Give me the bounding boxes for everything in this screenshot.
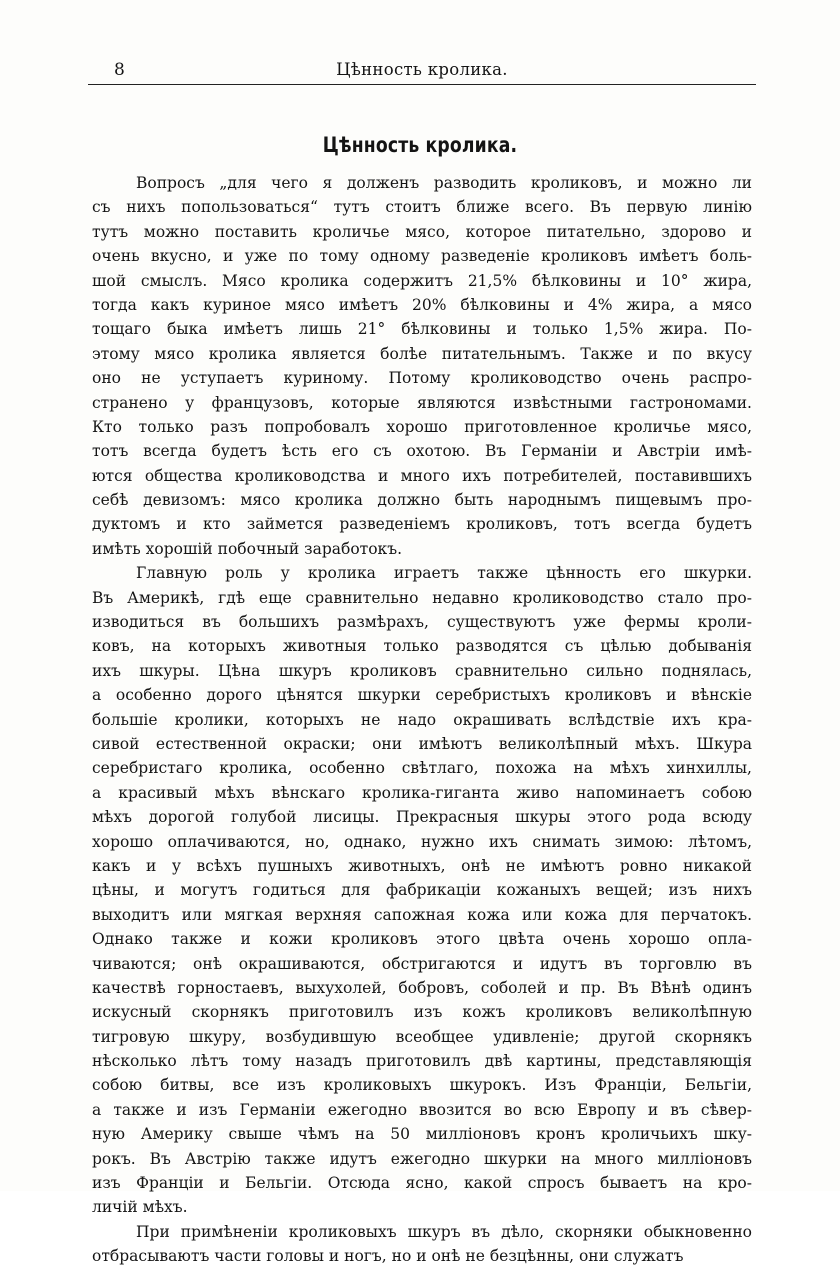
text-line: дуктомъ и кто займется разведеніемъ кроликовъ, тотъ всегда будетъ (92, 515, 752, 534)
text-line: рокъ. Въ Австрію также идутъ ежегодно шкурки на много милліоновъ (92, 1149, 752, 1168)
text-line: ются общества кролиководства и много ихъ потребителей, поставившихъ (92, 466, 752, 485)
text-line: странено у французовъ, которые являются извѣстными гастрономами. (92, 393, 752, 412)
text-line: ихъ шкуры. Цѣна шкуръ кроликовъ сравнительно сильно поднялась, (92, 661, 752, 680)
text-line: тощаго быка имѣетъ лишь 21° бѣлковины и только 1,5% жира. По- (92, 320, 752, 339)
article-title: Цѣнность кролика. (322, 133, 518, 157)
text-line: собою битвы, все изъ кроликовыхъ шкурокъ. Изъ Франціи, Бельгіи, (92, 1076, 752, 1095)
paragraph (92, 561, 752, 1220)
text-line: а особенно дорого цѣнятся шкурки серебристыхъ кроликовъ и вѣнскіе (92, 686, 752, 705)
text-line: тотъ всегда будетъ ѣсть его съ охотою. Въ Германіи и Австріи имѣ- (92, 442, 752, 461)
text-line: себѣ девизомъ: мясо кролика должно быть народнымъ пищевымъ про- (92, 491, 752, 510)
text-line: мѣхъ дорогой голубой лисицы. Прекрасныя шкуры этого рода всюду (92, 808, 752, 827)
article-body (92, 171, 752, 1269)
text-line: тутъ можно поставить кроличье мясо, которое питательно, здорово и (92, 222, 752, 241)
text-line: ковъ, на которыхъ животныя только разводятся съ цѣлью добыванія (92, 637, 752, 656)
text-line: выходитъ или мягкая верхняя сапожная кожа или кожа для перчатокъ. (92, 905, 752, 924)
text-line: имѣть хорошій побочный заработокъ. (92, 539, 403, 558)
text-line: Въ Америкѣ, гдѣ еще сравнительно недавно кролиководство стало про- (92, 588, 752, 607)
text-line: Вопросъ „для чего я долженъ разводить кроликовъ, и можно ли (136, 174, 752, 192)
text-line: сивой естественной окраски; они имѣютъ великолѣпный мѣхъ. Шкура (92, 734, 752, 753)
text-line: чиваются; онѣ окрашиваются, обстригаются и идутъ въ торговлю въ (92, 954, 752, 973)
paragraph (92, 171, 752, 561)
running-title: Цѣнность кролика. (336, 60, 508, 79)
text-line: Главную роль у кролика играетъ также цѣнность его шкурки. (136, 564, 752, 583)
text-line: съ нихъ попользоваться“ тутъ стоитъ ближе всего. Въ первую линію (92, 198, 752, 217)
text-line: серебристаго кролика, особенно свѣтлаго, похожа на мѣхъ хинхиллы, (92, 759, 752, 778)
text-line: цѣны, и могутъ годиться для фабрикаціи кожаныхъ вещей; изъ нихъ (92, 881, 752, 900)
text-line: этому мясо кролика является болѣе питательнымъ. Также и по вкусу (92, 344, 752, 363)
text-line: а красивый мѣхъ вѣнскаго кролика-гиганта живо напоминаетъ собою (92, 783, 752, 802)
text-line: качествѣ горностаевъ, выхухолей, бобровъ, соболей и пр. Въ Вѣнѣ одинъ (92, 978, 752, 997)
text-line: Однако также и кожи кроликовъ этого цвѣта очень хорошо опла- (92, 930, 752, 949)
text-line: а также и изъ Германіи ежегодно ввозится во всю Европу и въ сѣвер- (92, 1100, 752, 1119)
text-line: изъ Франціи и Бельгіи. Отсюда ясно, какой спросъ бываетъ на кро- (92, 1174, 752, 1193)
page-number: 8 (114, 60, 125, 80)
text-line: очень вкусно, и уже по тому одному разведеніе кроликовъ имѣетъ боль- (92, 247, 752, 266)
text-line: личій мѣхъ. (92, 1198, 188, 1217)
text-line: большіе кролики, которыхъ не надо окрашивать вслѣдствіе ихъ кра- (92, 710, 752, 729)
text-line: искусный скорнякъ приготовилъ изъ кожъ кроликовъ великолѣпную (92, 1003, 752, 1022)
text-line: отбрасываютъ части головы и ногъ, но и онѣ не безцѣнны, они служатъ (92, 1247, 684, 1266)
text-line: Кто только разъ попробовалъ хорошо приготовленное кроличье мясо, (92, 417, 752, 436)
text-line: При примѣненіи кроликовыхъ шкуръ въ дѣло, скорняки обыкновенно (136, 1222, 752, 1241)
text-line: нѣсколько лѣтъ тому назадъ приготовилъ двѣ картины, представляющія (92, 1052, 752, 1071)
text-line: изводиться въ большихъ размѣрахъ, существуютъ уже фермы кроли- (92, 613, 752, 632)
text-line: хорошо оплачиваются, но, однако, нужно ихъ снимать зимою: лѣтомъ, (92, 832, 752, 851)
paragraph (92, 1220, 752, 1269)
text-line: шой смыслъ. Мясо кролика содержитъ 21,5% бѣлковины и 10° жира, (92, 271, 752, 290)
text-line: ную Америку свыше чѣмъ на 50 милліоновъ кронъ кроличьихъ шку- (92, 1125, 752, 1144)
text-line: какъ и у всѣхъ пушныхъ животныхъ, онѣ не имѣютъ ровно никакой (92, 856, 752, 875)
text-line: тогда какъ куриное мясо имѣетъ 20% бѣлковины и 4% жира, а мясо (92, 295, 752, 314)
text-line: тигровую шкуру, возбудившую всеобщее удивленіе; другой скорнякъ (92, 1027, 752, 1046)
page-header (88, 58, 756, 85)
text-line: оно не уступаетъ куриному. Потому кролиководство очень распро- (92, 369, 752, 388)
